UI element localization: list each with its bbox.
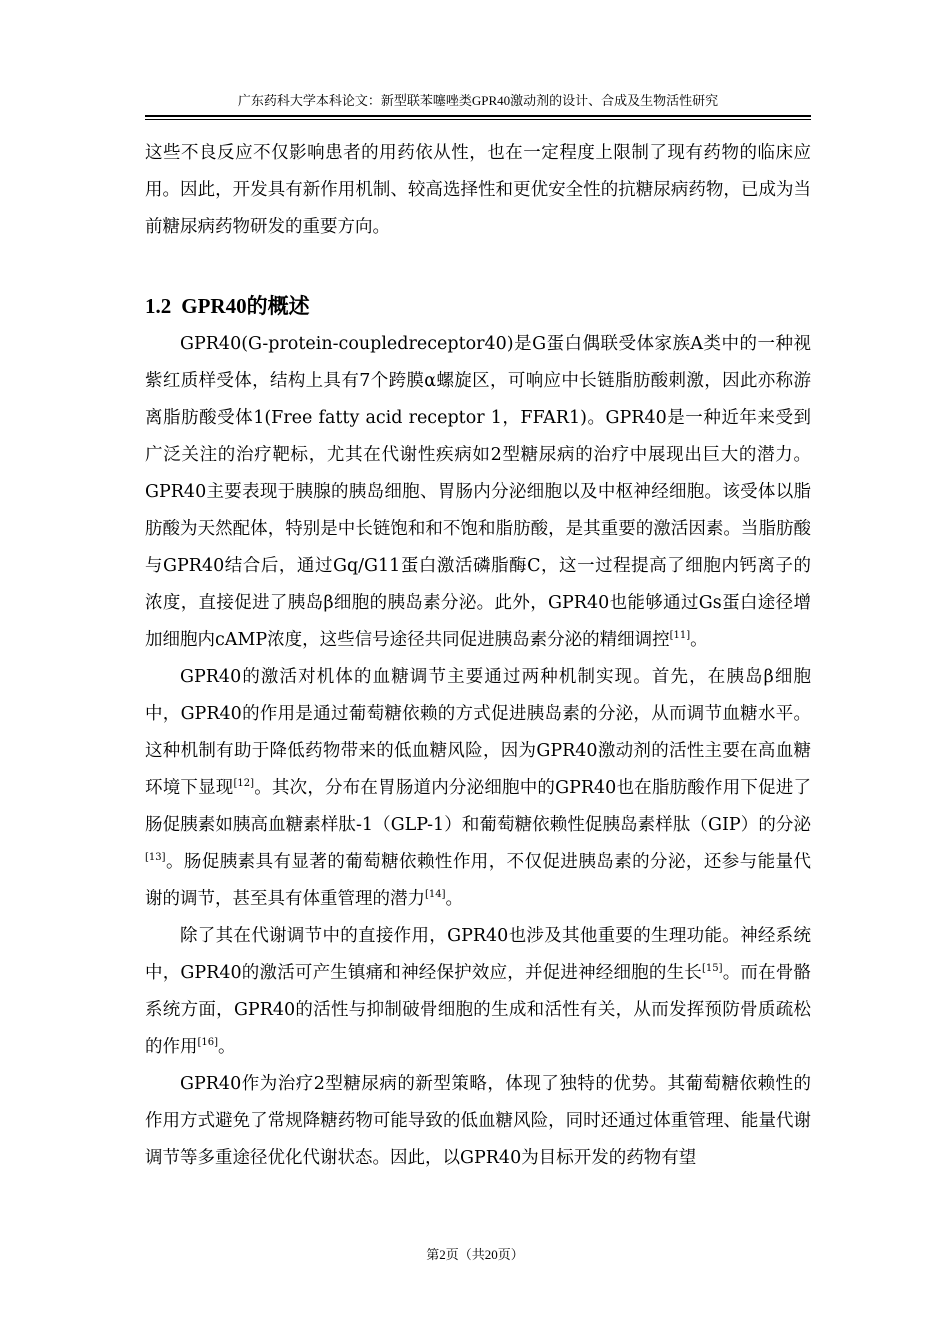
paragraph-gpr40-overview xyxy=(145,326,811,659)
paragraph-text: 。其次，分布在胃肠道内分泌细胞中的GPR40也在脂肪酸作用下促进了肠促胰素如胰高血糖素样肽-1（GLP-1）和葡萄糖依赖性促胰岛素样肽（GIP）的分泌 xyxy=(145,778,811,835)
page-body xyxy=(145,135,811,1177)
running-header: 广东药科大学本科论文：新型联苯噻唑类GPR40激动剂的设计、合成及生物活性研究 xyxy=(237,93,719,108)
citation-ref: [12] xyxy=(233,778,255,789)
citation-ref: [16] xyxy=(197,1037,219,1048)
section-title: GPR40的概述 xyxy=(181,294,310,318)
page-number-footer: 第2页（共20页） xyxy=(426,1247,524,1262)
paragraph-text: GPR40的激活对机体的血糖调节主要通过两种机制实现。首先，在胰岛β细胞中，GPR40的作用是通过葡萄糖依赖的方式促进胰岛素的分泌，从而调节血糖水平。这种机制有助于降低药物带来的低血糖风险，因为GPR40激动剂的活性主要在高血糖环境下显现 xyxy=(145,667,811,798)
citation-ref: [11] xyxy=(669,630,691,641)
citation-ref: [15] xyxy=(701,963,723,974)
header-rule-thick xyxy=(145,115,811,117)
paragraph-other-functions xyxy=(145,918,811,1066)
citation-ref: [13] xyxy=(145,852,166,863)
section-heading xyxy=(145,290,811,322)
paragraph-glucose-regulation xyxy=(145,659,811,918)
paragraph-text: 。而在骨骼系统方面，GPR40的活性与抑制破骨细胞的生成和活性有关，从而发挥预防骨质疏松的作用 xyxy=(145,963,811,1057)
header-rule-thin xyxy=(145,119,811,120)
paragraph-therapeutic-advantage: GPR40作为治疗2型糖尿病的新型策略，体现了独特的优势。其葡萄糖依赖性的作用方式避免了常规降糖药物可能导致的低血糖风险，同时还通过体重管理、能量代谢调节等多重途径优化代谢状态。因此，以GPR40为目标开发的药物有望 xyxy=(145,1074,811,1168)
paragraph-text: 。 xyxy=(218,1037,236,1057)
paragraph-text: 除了其在代谢调节中的直接作用，GPR40也涉及其他重要的生理功能。神经系统中，GPR40的激活可产生镇痛和神经保护效应，并促进神经细胞的生长 xyxy=(145,926,811,983)
section-number: 1.2 xyxy=(145,294,172,318)
intro-paragraph: 这些不良反应不仅影响患者的用药依从性，也在一定程度上限制了现有药物的临床应用。因此，开发具有新作用机制、较高选择性和更优安全性的抗糖尿病药物，已成为当前糖尿病药物研发的重要方向。 xyxy=(145,143,811,237)
paragraph-text: 。肠促胰素具有显著的葡萄糖依赖性作用，不仅促进胰岛素的分泌，还参与能量代谢的调节，甚至具有体重管理的潜力 xyxy=(145,852,811,909)
paragraph-text: GPR40(G-protein-coupledreceptor40)是G蛋白偶联受体家族A类中的一种视紫红质样受体，结构上具有7个跨膜α螺旋区，可响应中长链脂肪酸刺激，因此亦称游离脂肪酸受体1(Free fatty acid receptor 1，FFAR1)。GPR40是一种近年来受到广泛关注的治疗靶标，尤其在代谢性疾病如2型糖尿病的治疗中展现出巨大的潜力。GPR40主要表现于胰腺的胰岛细胞、胃肠内分泌细胞以及中枢神经细胞。该受体以脂肪酸为天然配体，特别是中长链饱和和不饱和脂肪酸，是其重要的激活因素。当脂肪酸与GPR40结合后，通过Gq/G11蛋白激活磷脂酶C，这一过程提高了细胞内钙离子的浓度，直接促进了胰岛β细胞的胰岛素分泌。此外，GPR40也能够通过Gs蛋白途径增加细胞内cAMP浓度，这些信号途径共同促进胰岛素分泌的精细调控 xyxy=(145,334,811,650)
citation-ref: [14] xyxy=(425,889,446,900)
paragraph-text: 。 xyxy=(690,630,708,650)
paragraph-text: 。 xyxy=(445,889,464,909)
